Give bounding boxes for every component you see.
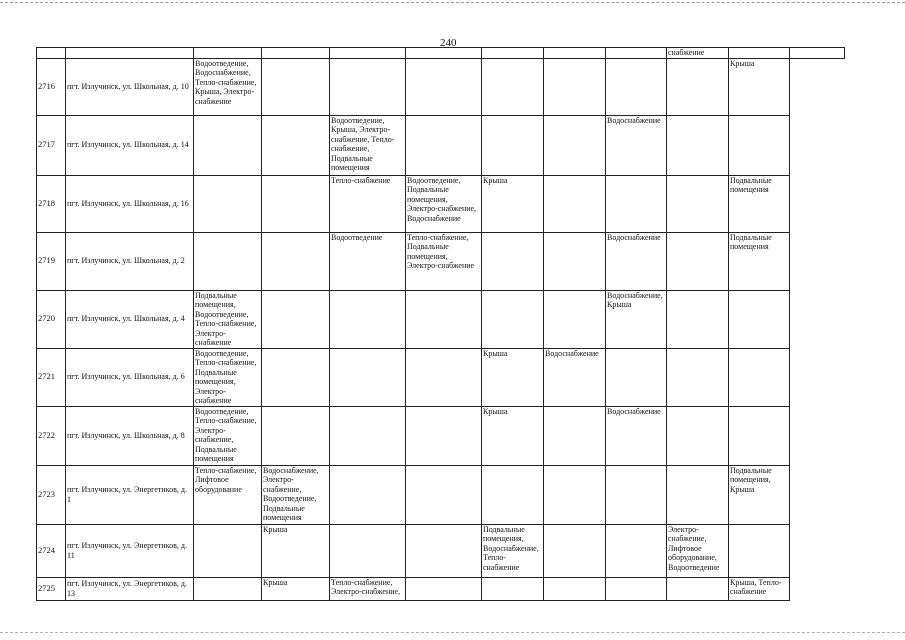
work-type-cell: Водоснабжение [544, 348, 606, 406]
work-type-cell [667, 58, 729, 115]
work-type-cell [262, 406, 330, 465]
address-cell: пгт. Излучинск, ул. Школьная, д. 10 [66, 58, 194, 115]
address-cell: пгт. Излучинск, ул. Энергетиков, д. 1 [66, 465, 194, 524]
work-type-cell [406, 524, 482, 577]
table-row [37, 290, 845, 348]
address-cell: пгт. Излучинск, ул. Школьная, д. 8 [66, 406, 194, 465]
header-cell: снабжение [667, 48, 729, 59]
work-type-cell [667, 232, 729, 290]
header-cell [606, 48, 667, 59]
work-type-cell [262, 348, 330, 406]
work-type-cell [667, 115, 729, 175]
row-number: 2721 [37, 348, 66, 406]
work-type-cell: Водоотведение, Тепло-снабжение, Электро-снабжение, Подвальные помещения [194, 406, 262, 465]
work-type-cell [606, 465, 667, 524]
work-type-cell: Водоотведение, Тепло-снабжение, Подвальные помещения, Электро-снабжение [194, 348, 262, 406]
table-row [37, 175, 845, 232]
work-type-cell [406, 465, 482, 524]
work-type-cell: Тепло-снабжение [330, 175, 406, 232]
work-type-cell: Крыша [482, 406, 544, 465]
table-row [37, 348, 845, 406]
work-type-cell [544, 232, 606, 290]
address-cell: пгт. Излучинск, ул. Энергетиков, д. 13 [66, 577, 194, 600]
work-type-cell: Водоснабжение [606, 232, 667, 290]
work-type-cell [729, 406, 790, 465]
table-row [37, 465, 845, 524]
address-cell: пгт. Излучинск, ул. Школьная, д. 2 [66, 232, 194, 290]
work-type-cell: Тепло-снабжение, Электро-снабжение, [330, 577, 406, 600]
work-type-cell: Крыша [262, 524, 330, 577]
work-type-cell: Электро-снабжение, Лифтовое оборудование, Водоотведение [667, 524, 729, 577]
row-number: 2720 [37, 290, 66, 348]
scan-edge-bottom [0, 632, 905, 633]
work-type-cell [482, 465, 544, 524]
work-type-cell [330, 348, 406, 406]
work-type-cell: Водоотведение [330, 232, 406, 290]
work-type-cell [606, 524, 667, 577]
work-type-cell: Водоснабжение [606, 115, 667, 175]
row-number: 2722 [37, 406, 66, 465]
address-cell: пгт. Излучинск, ул. Школьная, д. 16 [66, 175, 194, 232]
work-type-cell: Подвальные помещения, Крыша [729, 465, 790, 524]
scan-edge-top [0, 2, 905, 3]
work-type-cell [262, 290, 330, 348]
work-type-cell: Тепло-снабжение, Подвальные помещения, Электро-снабжение [406, 232, 482, 290]
work-type-cell [667, 175, 729, 232]
address-cell: пгт. Излучинск, ул. Школьная, д. 4 [66, 290, 194, 348]
work-type-cell [544, 58, 606, 115]
work-type-cell: Подвальные помещения, Водоснабжение, Тепло-снабжение [482, 524, 544, 577]
work-type-cell [194, 115, 262, 175]
work-type-cell [482, 58, 544, 115]
work-type-cell [606, 577, 667, 600]
work-type-cell [482, 577, 544, 600]
row-number: 2719 [37, 232, 66, 290]
work-type-cell: Водоотведение, Подвальные помещения, Электро-снабжение, Водоснабжение [406, 175, 482, 232]
repair-schedule-table [36, 47, 845, 601]
work-type-cell [406, 406, 482, 465]
work-type-cell [330, 290, 406, 348]
header-cell [330, 48, 406, 59]
work-type-cell [544, 524, 606, 577]
work-type-cell [406, 348, 482, 406]
work-type-cell [262, 58, 330, 115]
work-type-cell [667, 290, 729, 348]
row-number: 2717 [37, 115, 66, 175]
row-number: 2723 [37, 465, 66, 524]
work-type-cell [729, 115, 790, 175]
work-type-cell: Водоснабжение, Электро-снабжение, Водоотведение, Подвальные помещения [262, 465, 330, 524]
work-type-cell [606, 58, 667, 115]
header-cell [790, 48, 845, 59]
table-row [37, 58, 845, 115]
work-type-cell [667, 577, 729, 600]
row-number: 2716 [37, 58, 66, 115]
work-type-cell [194, 577, 262, 600]
work-type-cell: Крыша [482, 348, 544, 406]
work-type-cell [330, 465, 406, 524]
header-cell [66, 48, 194, 59]
header-cell [729, 48, 790, 59]
work-type-cell [667, 348, 729, 406]
header-cell [194, 48, 262, 59]
row-number: 2718 [37, 175, 66, 232]
work-type-cell: Подвальные помещения [729, 175, 790, 232]
work-type-cell [194, 232, 262, 290]
work-type-cell [482, 232, 544, 290]
work-type-cell [544, 290, 606, 348]
work-type-cell [330, 524, 406, 577]
header-continuation-row [37, 48, 845, 59]
work-type-cell [729, 348, 790, 406]
work-type-cell [262, 232, 330, 290]
work-type-cell [544, 465, 606, 524]
table-row [37, 524, 845, 577]
header-cell [262, 48, 330, 59]
address-cell: пгт. Излучинск, ул. Школьная, д. 6 [66, 348, 194, 406]
table-row [37, 232, 845, 290]
work-type-cell [406, 290, 482, 348]
work-type-cell [194, 175, 262, 232]
work-type-cell [544, 115, 606, 175]
work-type-cell [667, 406, 729, 465]
row-number: 2725 [37, 577, 66, 600]
header-cell [37, 48, 66, 59]
work-type-cell: Крыша [262, 577, 330, 600]
work-type-cell [406, 58, 482, 115]
work-type-cell [544, 175, 606, 232]
work-type-cell: Подвальные помещения [729, 232, 790, 290]
work-type-cell [606, 348, 667, 406]
work-type-cell [544, 406, 606, 465]
work-type-cell [482, 115, 544, 175]
work-type-cell [406, 115, 482, 175]
header-cell [544, 48, 606, 59]
header-cell [406, 48, 482, 59]
table-row [37, 577, 845, 600]
header-cell [482, 48, 544, 59]
address-cell: пгт. Излучинск, ул. Школьная, д. 14 [66, 115, 194, 175]
address-cell: пгт. Излучинск, ул. Энергетиков, д. 11 [66, 524, 194, 577]
work-type-cell [667, 465, 729, 524]
work-type-cell: Крыша [729, 58, 790, 115]
work-type-cell: Водоснабжение [606, 406, 667, 465]
work-type-cell [406, 577, 482, 600]
work-type-cell [482, 290, 544, 348]
work-type-cell [330, 58, 406, 115]
work-type-cell [262, 175, 330, 232]
work-type-cell [330, 406, 406, 465]
table-row [37, 115, 845, 175]
table-row [37, 406, 845, 465]
work-type-cell [729, 524, 790, 577]
work-type-cell: Водоснабжение, Крыша [606, 290, 667, 348]
page-number: 240 [440, 37, 457, 49]
work-type-cell: Тепло-снабжение, Лифтовое оборудование [194, 465, 262, 524]
work-type-cell [194, 524, 262, 577]
work-type-cell: Водоотведение, Водоснабжение, Тепло-снабжение, Крыша, Электро-снабжение [194, 58, 262, 115]
work-type-cell: Крыша, Тепло-снабжение [729, 577, 790, 600]
row-number: 2724 [37, 524, 66, 577]
work-type-cell: Водоотведение, Крыша, Электро-снабжение, Тепло-снабжение, Подвальные помещения [330, 115, 406, 175]
work-type-cell [262, 115, 330, 175]
work-type-cell [606, 175, 667, 232]
work-type-cell: Крыша [482, 175, 544, 232]
work-type-cell [729, 290, 790, 348]
work-type-cell: Подвальные помещения, Водоотведение, Тепло-снабжение, Электро-снабжение [194, 290, 262, 348]
work-type-cell [544, 577, 606, 600]
